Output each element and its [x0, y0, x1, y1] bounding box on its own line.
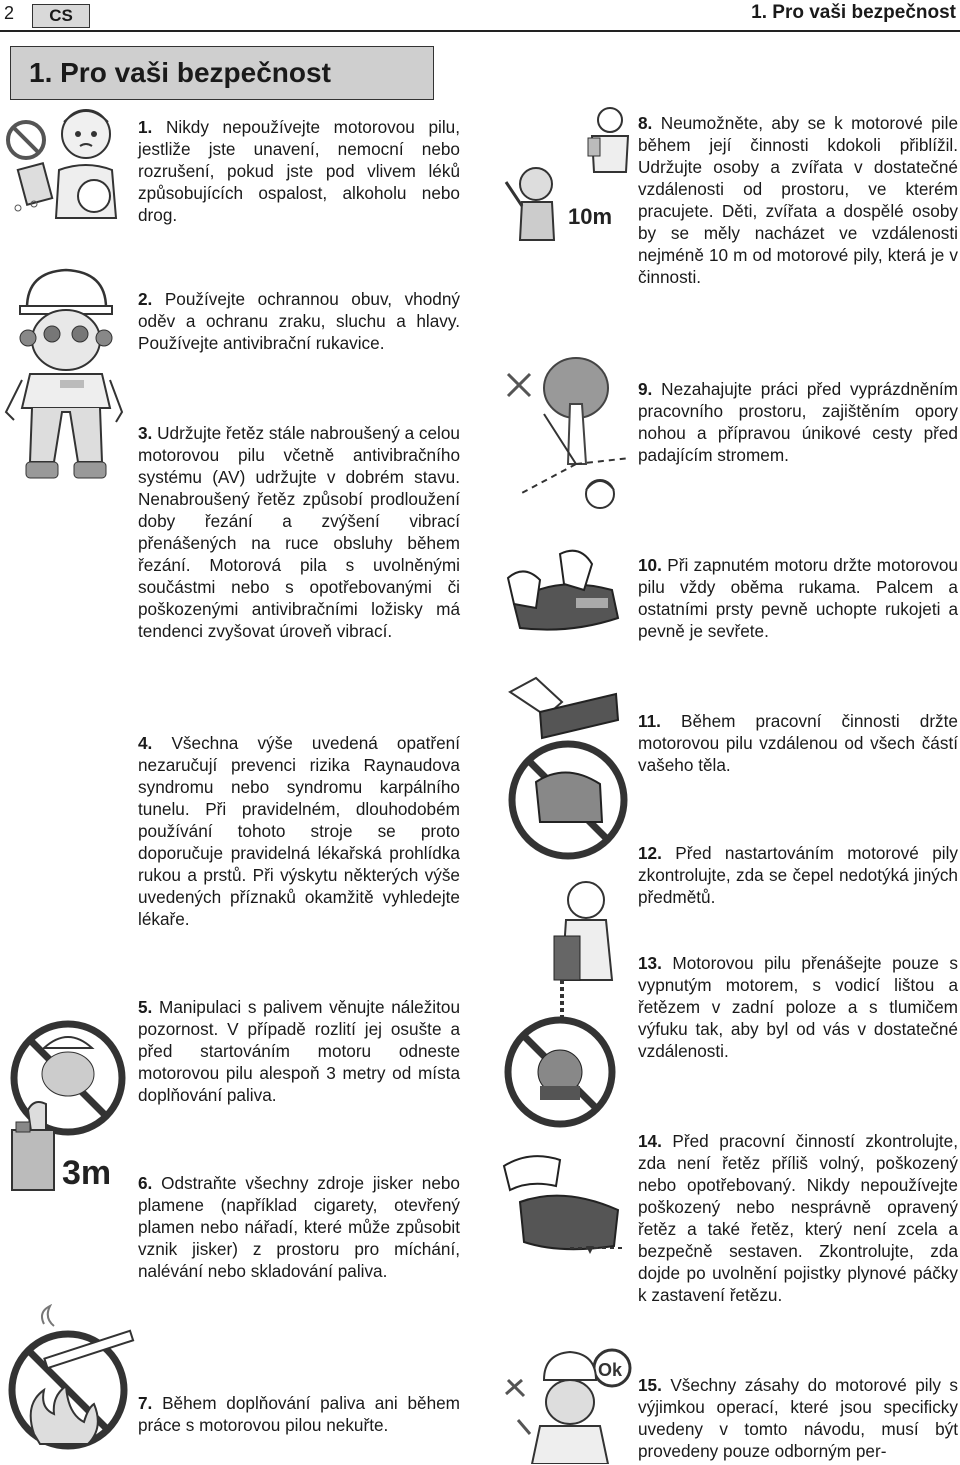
running-title: 1. Pro vaši bezpečnost: [751, 2, 956, 23]
item-13: 13. Motorovou pilu přenášejte pouze s vypnutým motorem, s vodicí lištou a řetězem v zadní poloze a s tlumičem výfuku tak, aby byl od vás v dostatečné vzdálenosti.: [638, 953, 959, 1061]
item-9: 9. Nezahajujte práci před vyprázdněním pracovního prostoru, zajištěním opory nohou a přípravou únikové cesty před padajícím stromem.: [638, 379, 959, 465]
item-4: 4. Všechna výše uvedená opatření nezaručují prevenci rizika Raynaudova syndromu nebo syndromu karpálního tunelu. Při pravidelném, dlouhodobém používání tohoto stroje se proto doporučuje pravidelná lékařská prohlídka rukou a prstů. Při výskytu některých výše uvedených příznaků okamžitě vyhledejte lékaře.: [138, 733, 460, 929]
item-10: 10. Při zapnutém motoru držte motorovou pilu vždy oběma rukama. Palcem a ostatními prsty pevně uchopte rukojeti a pevně je sevřete.: [638, 555, 958, 641]
tired-person-illustration: [4, 100, 124, 220]
keep-away-10m-illustration: [502, 102, 636, 242]
no-body-contact-illustration: [506, 672, 630, 862]
two-hands-grip-illustration: [500, 534, 634, 652]
section-title: 1. Pro vaši bezpečnost: [29, 57, 331, 88]
item-15: 15. Všechny zásahy do motorové pily s výjimkou operací, které jsou specificky uvedeny v tomto návodu, musí být provedeny pouze odborným per-: [638, 1375, 959, 1461]
item-1: 1. Nikdy nepoužívejte motorovou pilu, jestliže jste unavení, nemocní nebo rozrušení, pokud jste pod vlivem léků způsobujících ospalost, alkoholu nebo drog.: [138, 117, 460, 225]
distance-3m-label: 3m: [62, 1154, 112, 1192]
carry-chainsaw-illustration: [500, 876, 634, 1138]
chain-check-illustration: [500, 1146, 634, 1264]
item-11: 11. Během pracovní činnosti držte motorovou pilu vzdálenou od všech částí vašeho těla.: [638, 711, 958, 775]
protective-gear-illustration: [2, 262, 132, 488]
header-rule: [0, 30, 960, 32]
item-14: 14. Před pracovní činností zkontrolujte, zda není řetěz příliš volný, poškozený nebo opotřebovaný. Nikdy nepoužívejte poškozený nebo nesprávně opravený řetěz a také řetěz, který není zcela a bezpečně sestaven. Zkontrolujte, zda dojde po uvolnění pojistky plynové páčky k zastavení řetězu.: [638, 1131, 958, 1305]
ok-mark-label: Ok: [598, 1360, 623, 1380]
item-6: 6. Odstraňte všechny zdroje jisker nebo plamene (například cigarety, otevřený plamen nebo nářadí, které může způsobit vznik jisker) z prostoru pro míchání, nalévání nebo skladování paliva.: [138, 1173, 460, 1281]
fuel-3m-illustration: [4, 1018, 132, 1198]
language-badge: CS: [32, 4, 90, 28]
item-7: 7. Během doplňování paliva ani během práce s motorovou pilou nekuřte.: [138, 1393, 460, 1435]
item-5: 5. Manipulaci s palivem věnujte náležitou pozornost. V případě rozlití jej osušte a před startováním motoru odneste motorovou pilu alespoň 3 metry od místa doplňování paliva.: [138, 997, 461, 1105]
section-title-box: [10, 46, 434, 100]
page-header: [0, 0, 960, 28]
no-smoking-fire-illustration: [4, 1304, 136, 1454]
distance-10m-label: 10m: [568, 204, 613, 229]
item-12: 12. Před nastartováním motorové pily zkontrolujte, zda se čepel nedotýká jiných předmětů.: [638, 843, 958, 907]
item-8: 8. Neumožněte, aby se k motorové pile během její činnosti kdokoli přiblížil. Udržujte osoby a zvířata v dostatečné vzdálenosti od prostoru, ve kterém pracujete. Děti, zvířata a dospělé osoby by se měly nacházet ve vzdálenosti nejméně 10 m od motorové pily, která je v činnosti.: [638, 113, 958, 287]
item-3: 3. Udržujte řetěz stále nabroušený a celou motorovou pilu včetně antivibračního systému (AV) udržujte v dobrém stavu. Nenabroušený řetěz způsobí prodloužení doby řezání a zvýšení vibrací přenášených na ruce obsluhy během řezání. Motorová pila s uvolněnými součástmi nebo s opotřebovanými či poškozenými antivibračními ložisky má tendenci zvyšovat úroveň vibrací.: [138, 423, 460, 641]
professional-service-illustration: [500, 1340, 634, 1464]
item-2: 2. Používejte ochrannou obuv, vhodný oděv a ochranu zraku, sluchu a hlavy. Používejte antivibrační rukavice.: [138, 289, 460, 353]
falling-tree-escape-illustration: [500, 354, 634, 520]
page-number: 2: [4, 3, 15, 23]
